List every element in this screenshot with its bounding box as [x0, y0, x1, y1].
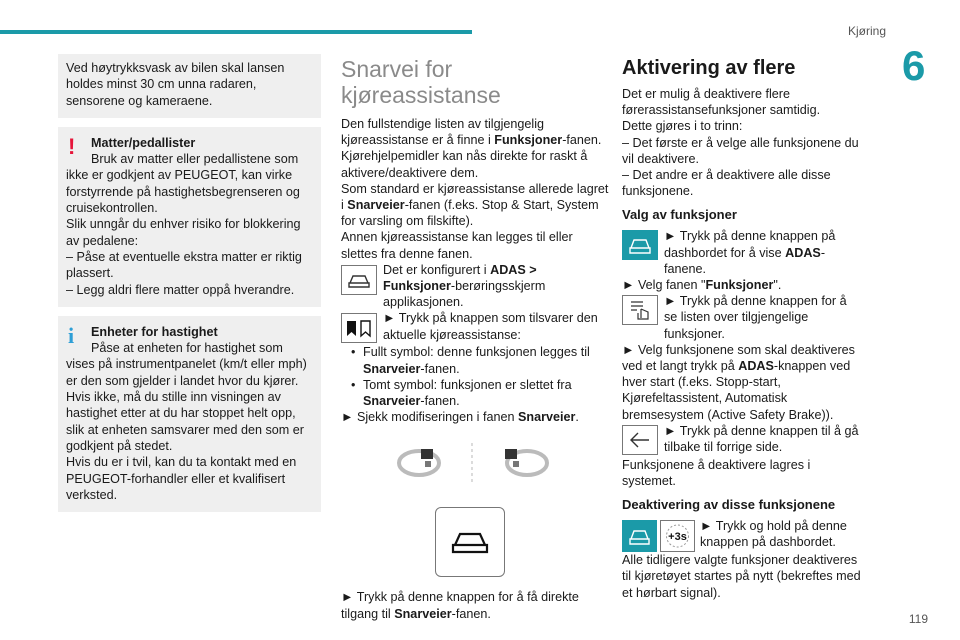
step-hold-button: +3s ► Trykk og hold på denne knappen på dashbordet.	[622, 518, 862, 552]
note-pressure-wash	[58, 54, 321, 118]
header-accent-bar	[0, 30, 472, 34]
back-arrow-icon	[622, 425, 658, 455]
steering-wheel-icon	[341, 439, 609, 499]
note-text: Hvis du er i tvil, kan du ta kontakt med en PEUGEOT-forhandler eller et kvalifisert verksted.	[66, 455, 297, 502]
paragraph: Kjørehjelpemidler kan nås direkte for raskt å aktivere/deaktivere dem.	[341, 149, 588, 180]
column-multi-activation: Aktivering av flere Det er mulig å deaktivere flere førerassistansefunksjoner samtidig. Dette gjøres i to trinn: – Det første er å velge alle funksjonene du vil deaktivere. – Det andre er å deaktivere alle disse funksjonene. Valg av funksjoner ► Trykk på denne knappen på dashbordet for å vise ADAS-fanene. ► Velg fanen "Funksjoner". ► Trykk på denne knappen for å se listen over tilgjengelige funksjoner. ► Velg funksjonene som skal deaktiveres ved et langt trykk på ADAS-knappen ved hver start (f.eks. Stopp-start, Kjørefeltassistent, Automatisk bremsesystem (Active Safety Brake)). ► Trykk på denne knappen til å gå tilbake til forrige side. Funksjonene å deaktivere lagres i systemet. Deaktivering av disse funksjonene +3s ► Trykk og hold på denne knappen på dashbordet. Alle tidligere valgte funksjoner deaktiveres til kjøretøyet startes på nytt (bekreftes med et hørbart signal).	[622, 57, 861, 600]
car-assist-icon	[622, 520, 657, 552]
chapter-number: 6	[902, 42, 926, 89]
car-assist-icon	[445, 527, 495, 557]
paragraph: Dette gjøres i to trinn:	[622, 119, 743, 134]
note-text: – Legg aldri flere matter oppå hverandre.	[66, 282, 295, 297]
section-heading: Aktivering av flere	[622, 57, 796, 79]
step-press-button: ► Trykk på knappen som tilsvarer den aktuelle kjøreassistanse:	[341, 310, 609, 344]
column-notes	[58, 54, 321, 521]
paragraph: Alle tidligere valgte funksjoner deaktiveres til kjøretøyet startes på nytt (bekreftes med et hørbart signal).	[622, 553, 861, 600]
subheading-select: Valg av funksjoner	[622, 207, 737, 223]
section-heading: Snarvei for kjøreassistanse	[341, 56, 501, 108]
page-number: 119	[908, 612, 928, 626]
car-assist-icon	[341, 265, 377, 295]
touch-hand-icon	[622, 295, 658, 325]
column-shortcut: Snarvei for kjøreassistanse Den fullstendige listen av tilgjengelig kjøreassistanse er å finne i Funksjoner-fanen. Kjørehjelpemidler kan nås direkte for raskt å aktivere/deaktivere dem. Som standard er kjøreassistanse allerede lagret i Snarveier-fanen (f.eks. Stop & Start, System for varsling om filskifte). Annen kjøreassistanse kan legges til eller slettes fra denne fanen. Det er konfigurert i ADAS > Funksjoner-berøringsskjerm applikasjonen. ► Trykk på knappen som tilsvarer den aktuelle kjøreassistanse: • Fullt symbol: denne funksjonen legges til Snarveier-fanen. • Tomt symbol: funksjonen er slettet fra Snarveier-fanen. ► Sjekk modifiseringen i fanen Snarveier. ► Trykk på denne knappen for å få direkte tilgang til Snarveier-fanen.	[341, 56, 609, 622]
adas-shortcut-button[interactable]	[435, 507, 505, 577]
paragraph: – Det første er å velge alle funksjonene du vil deaktivere.	[622, 135, 859, 166]
hold-3s-icon	[660, 520, 695, 552]
car-assist-icon	[622, 230, 658, 260]
note-text: Slik unngår du enhver risiko for blokkering av pedalene:	[66, 217, 301, 248]
note-title: Matter/pedallister	[91, 135, 196, 150]
note-text: Hvis ikke, må du stille inn visningen av hastighet etter at du har stoppet helt opp, slik at enheten samsvarer med den som er godkjent på stedet.	[66, 390, 304, 453]
note-text: Påse at enheten for hastighet som vises på instrumentpanelet (km/t eller mph) er den som gjelder i landet hvor du kjører.	[66, 341, 307, 388]
note-text: Ved høytrykksvask av bilen skal lansen holdes minst 30 cm unna radaren, sensorene og kameraene.	[66, 61, 285, 108]
info-icon: i	[68, 322, 75, 348]
hold-label: +3s	[668, 531, 687, 544]
note-speed-units	[58, 316, 321, 512]
section-title: Kjøring	[847, 24, 886, 38]
note-text: Bruk av matter eller pedallistene som ikke er godkjent av PEUGEOT, kan virke forstyrrende på hastighetsbegrenseren og cruisekontrollen.	[66, 152, 300, 216]
paragraph: Annen kjøreassistanse kan legges til eller slettes fra denne fanen.	[341, 230, 573, 261]
paragraph: – Det andre er å deaktivere alle disse funksjonene.	[622, 168, 831, 199]
note-title: Enheter for hastighet	[91, 324, 218, 339]
steering-wheel-illustration	[341, 439, 609, 499]
note-mats	[58, 127, 321, 307]
paragraph: Det er mulig å deaktivere flere førerassistansefunksjoner samtidig.	[622, 87, 821, 118]
subheading-deactivate: Deaktivering av disse funksjonene	[622, 497, 836, 513]
step-list-functions: ► Trykk på denne knappen for å se listen over tilgjengelige funksjoner.	[622, 293, 862, 342]
bookmark-toggle-icon	[341, 313, 377, 343]
step-configure: Det er konfigurert i ADAS > Funksjoner-berøringsskjerm applikasjonen.	[341, 262, 609, 311]
note-text: – Påse at eventuelle ekstra matter er riktig plassert.	[66, 249, 302, 281]
warning-icon: !	[68, 133, 76, 159]
step-dashboard-button: ► Trykk på denne knappen på dashbordet for å vise ADAS-fanene.	[622, 228, 862, 277]
step-go-back: ► Trykk på denne knappen til å gå tilbake til forrige side.	[622, 423, 862, 457]
paragraph: Funksjonene å deaktivere lagres i systemet.	[622, 457, 811, 489]
